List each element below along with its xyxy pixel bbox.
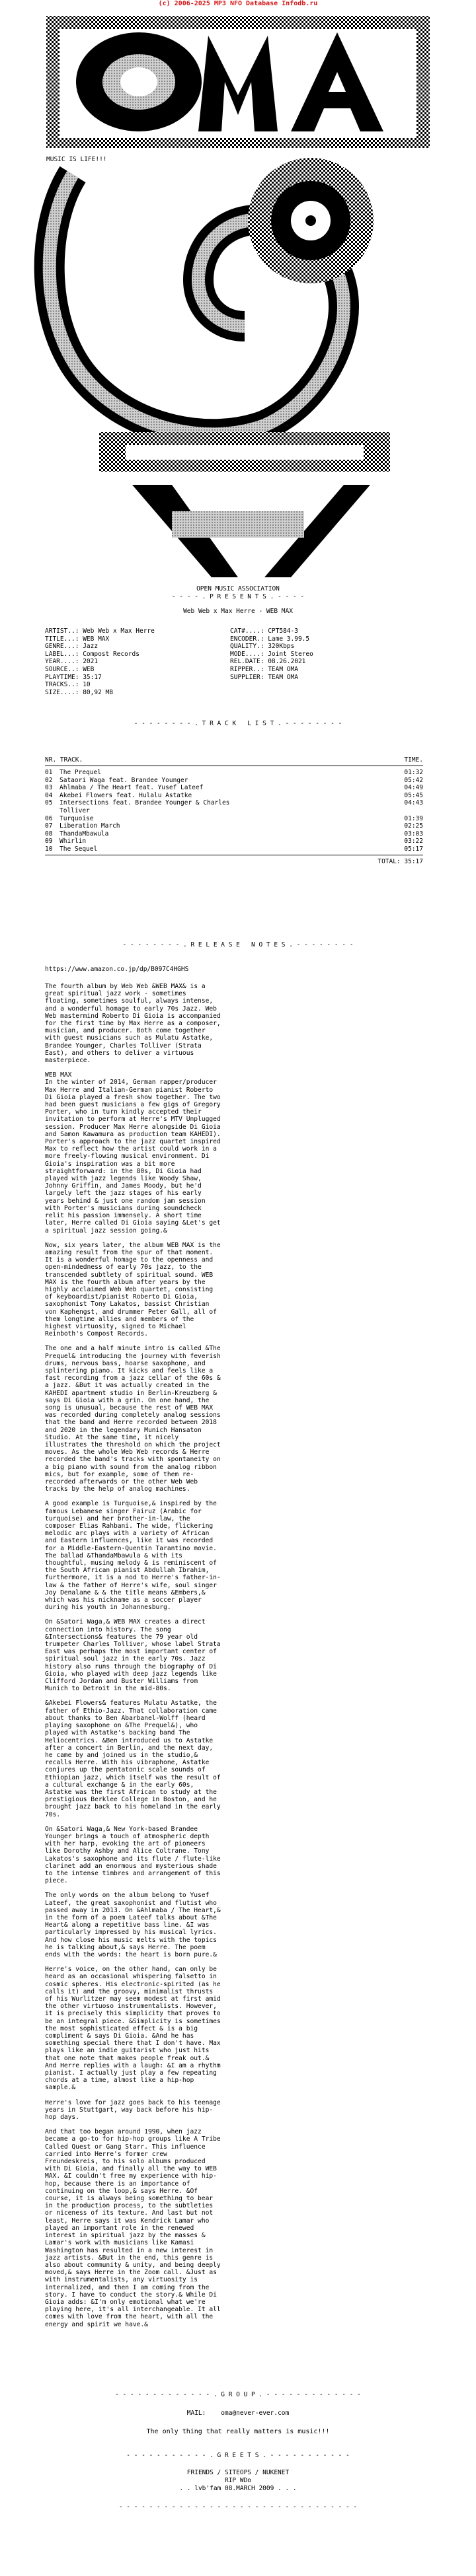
info-source: SOURCE..: WEB bbox=[45, 665, 95, 673]
info-artist: ARTIST..: Web Web x Max Herre bbox=[45, 627, 155, 635]
tracklist-header-right: TIME. bbox=[404, 756, 423, 764]
track-number: 05 bbox=[45, 799, 53, 807]
greets-line-3: . . lvb'fam 08.MARCH 2009 . . . bbox=[179, 2485, 297, 2492]
oma-logo-art bbox=[0, 9, 476, 584]
track-title: Liberation March bbox=[60, 822, 120, 830]
track-time: 05:45 bbox=[404, 791, 423, 799]
track-row bbox=[45, 807, 423, 815]
track-number: 01 bbox=[45, 769, 53, 776]
info-title: TITLE...: WEB MAX bbox=[45, 635, 110, 643]
track-row bbox=[45, 792, 423, 800]
tracklist bbox=[45, 756, 423, 866]
notes-paragraph: The only words on the album belong to Yusef Lateef, the great saxophonist and flutist who passed away in 2013. On &Ahlmaba / The Heart,& in the form of a poem Lateef talks about &The Heart& along a repetitive bass line. &I was particularly impressed by his musical lyrics. And how close his music melts with the topics he is talking about,& says Herre. The poem ends with the words: the heart is born pure.& bbox=[45, 1892, 221, 1958]
track-time: 05:42 bbox=[404, 776, 423, 784]
info-cat: CAT#....: CPT584-3 bbox=[230, 627, 298, 635]
notes-paragraph: The fourth album by Web Web &WEB MAX& is a great spiritual jazz work - sometimes floating, sometimes soulful, always intense, and a wonderful homage to early 70s Jazz. Web Web mastermind Roberto Di Gioia is accompanied for the first time by Max Herre as a composer, musician, and producer. Both come together with guest musicians such as Mulatu Astatke, Brandee Younger, Charles Tolliver (Strata East), and others to deliver a virtuous masterpiece. bbox=[45, 983, 221, 1065]
source-url[interactable]: https://www.amazon.co.jp/dp/B097C4HGHS bbox=[45, 966, 189, 973]
track-row bbox=[45, 815, 423, 823]
tracklist-total: TOTAL: 35:17 bbox=[377, 857, 423, 865]
track-time: 03:03 bbox=[404, 830, 423, 838]
notes-paragraph: And that too began around 1990, when jazz became a go-to for hip-hop groups like A Tribe Called Quest or Gang Starr. This influence carried into Herre's former crew Freundeskreis, to his solo albums produced with Di Gioia, and finally all the way to WEB MAX. &I couldn't free my experience with hip-hop, because there is an importance of continuing on the loop,& says Herre. &Of course, it is always being something to bear in the production process, to the subtleties or niceness of its texture. And last but not least, Herre says it was Kendrick Lamar who played an important role in the renewed interest in spiritual jazz by the masses & Lamar's work with musicians like Kamasi Washington has resulted in a new interest in jazz artists. &But in the end, this genre is also about community & unity, and being deeply moved,& says Herre in the Zoom call. &Just as with instrumentalists, any virtuosity is internalized, and then I am coming from the story. I have to conduct the story.& While Di Gioia adds: &I'm only emotional what we're playing here, it's all interchangeable. It all comes with love from the heart, with all the energy and spirit we have.& bbox=[45, 2128, 221, 2328]
notes-paragraph: A good example is Turquoise,& inspired by the famous Lebanese singer Fairuz (Arabic for turquoise) and her brother-in-law, the composer Elias Rahbani. The wide, flickering melodic arc plays with a variety of African and Eastern influences, like it was recorded for a Middle-Eastern-Quentin Tarantino movie. The ballad &ThandaMbawula & with its thoughtful, musing melody & is reminiscent of the South African pianist Abdullah Ibrahim, furthermore, it is a nod to Herre's father-in-law & the father of Herre's wife, soul singer Joy Denalane & & the title means &Embers,& which was his nickname as a soccer player during his youth in Johannesburg. bbox=[45, 1500, 221, 1612]
info-tracks: TRACKS..: 10 bbox=[45, 681, 91, 689]
track-time: 04:49 bbox=[404, 784, 423, 792]
group-name: OPEN MUSIC ASSOCIATION bbox=[196, 585, 280, 592]
track-row bbox=[45, 830, 423, 838]
top-banner: (c) 2006-2025 MP3 NFO Database Infodb.ru bbox=[158, 0, 318, 7]
info-quality: QUALITY.: 320Kbps bbox=[230, 643, 295, 651]
release-name: Web Web x Max Herre - WEB MAX bbox=[183, 608, 293, 615]
notes-paragraph: &Akebei Flowers& features Mulatu Astatke, the father of Ethio-Jazz. That collaboration came about thanks to Ben Abarbanel-Wolff (heard playing saxophone on &The Prequel&), who played with Astatke's backing band The Heliocentrics. &Ben introduced us to Astatke after a concert in Berlin, and the next day, he came by and joined us in the studio,& recalls Herre. With his vibraphone, Astatke conjures up the pentatonic scale sounds of Ethiopian jazz, which itself was the result of a cultural exchange & in the early 60s, Astatke was the first African to study at the prestigious Berklee College in Boston, and he brought jazz back to his homeland in the early 70s. bbox=[45, 1699, 221, 1818]
track-row bbox=[45, 822, 423, 830]
info-size: SIZE....: 80,92 MB bbox=[45, 688, 113, 696]
track-time: 04:43 bbox=[404, 799, 423, 807]
info-mode: MODE....: Joint Stereo bbox=[230, 650, 313, 658]
info-reldate: REL.DATE: 08.26.2021 bbox=[230, 658, 306, 666]
tracklist-separator: - - - - - - - - . T R A C K L I S T . - - - - - - - - bbox=[134, 720, 342, 727]
greets-line-2: RIP WDo bbox=[224, 2477, 252, 2484]
track-title: Tolliver bbox=[60, 806, 90, 814]
track-row bbox=[45, 799, 423, 807]
notes-separator: - - - - - - - - . R E L E A S E N O T E S . - - - - - - - - bbox=[122, 941, 354, 948]
greets-line-1: FRIENDS / SITEOPS / NUKENET bbox=[186, 2469, 290, 2476]
release-info bbox=[45, 627, 442, 696]
group-separator: - - - - - - - - - - - - - . G R O U P . - - - - - - - - - - - - - bbox=[115, 2391, 361, 2398]
track-number: 04 bbox=[45, 791, 53, 799]
info-supplier: SUPPLIER: TEAM OMA bbox=[230, 673, 298, 681]
track-title: Akebei Flowers feat. Hulalu Astatke bbox=[60, 791, 192, 799]
info-year: YEAR....: 2021 bbox=[45, 658, 99, 666]
track-row bbox=[45, 784, 423, 792]
info-ripper: RIPPER..: TEAM OMA bbox=[230, 665, 298, 673]
track-number: 09 bbox=[45, 838, 53, 845]
track-number: 03 bbox=[45, 784, 53, 792]
track-row bbox=[45, 777, 423, 785]
mail-address[interactable]: oma@never-ever.com bbox=[221, 2410, 290, 2417]
track-row bbox=[45, 838, 423, 845]
bottom-separator: - - - - - - - - - - - - - - - - - - - - - - - - - - - - - - - - bbox=[118, 2503, 358, 2511]
notes-paragraph: On &Satori Waga,& New York-based Brandee Younger brings a touch of atmospheric depth with her harp, evoking the art of pioneers like Dorothy Ashby and Alice Coltrane. Tony Lakatos's saxophone and its flute / flute-like clarinet add an enormous and mysterious shade to the intense timbres and arrangement of this piece. bbox=[45, 1825, 221, 1885]
greets-separator: - - - - - - - - - - - . G R E E T S . - - - - - - - - - - - bbox=[126, 2452, 350, 2459]
track-number: 10 bbox=[45, 845, 53, 853]
track-title: Sataori Waga feat. Brandee Younger bbox=[60, 776, 188, 784]
logo-tagline: MUSIC IS LIFE!!! bbox=[46, 156, 107, 163]
notes-paragraph: The one and a half minute intro is called &The Prequel& introducing the journey with feverish drums, nervous bass, hoarse saxophone, and splintering piano. It kicks and feels like a fast recording from a jazz cellar of the 60s & a jazz. &But it was actually created in the KAHEDI apartment studio in Berlin-Kreuzberg & says Di Gioia with a grin. On one hand, the song is unusual, because the rest of WEB MAX was recorded during completely analog sessions that the band and Herre recorded between 2018 and 2020 in the legendary Munich Hansaton Studio. At the same time, it nicely illustrates the threshold on which the project moves. As the whole Web Web records & Herre recorded the band's tracks with spontaneity on a big piano with sound from the analog ribbon mics, but for example, some of them re-recorded afterwards or the other Web Web tracks by the help of analog machines. bbox=[45, 1345, 221, 1493]
notes-paragraph: Herre's love for jazz goes back to his teenage years in Stuttgart, way back before his hip-hop days. bbox=[45, 2098, 221, 2122]
contact-block bbox=[0, 2410, 476, 2417]
track-title: ThandaMbawula bbox=[60, 830, 109, 838]
track-title: Whirlin bbox=[60, 838, 87, 845]
notes-paragraph: On &Satori Waga,& WEB MAX creates a direct connection into history. The song &Intersections& features the 79 year old trumpeter Charles Tolliver, whose label Strata East was perhaps the most important center of spiritual soul jazz in the early 70s. Jazz history also runs through the biography of Di Gioia, who played with deep jazz legends like Clifford Jordan and Buster Williams from Munich to Detroit in the mid-80s. bbox=[45, 1618, 221, 1693]
release-notes bbox=[45, 983, 223, 2336]
track-title: The Prequel bbox=[60, 769, 101, 776]
track-number: 08 bbox=[45, 830, 53, 838]
presents-line: - - - - . P R E S E N T S . - - - - bbox=[171, 593, 305, 600]
track-title: Turquoise bbox=[60, 814, 94, 822]
track-title: Intersections feat. Brandee Younger & Charles bbox=[60, 799, 230, 807]
track-row bbox=[45, 769, 423, 777]
track-number bbox=[45, 807, 60, 815]
track-number: 07 bbox=[45, 822, 53, 830]
info-playtime: PLAYTIME: 35:17 bbox=[45, 673, 102, 681]
info-genre: GENRE...: Jazz bbox=[45, 643, 99, 651]
greets-block bbox=[0, 2469, 476, 2493]
track-time: 01:39 bbox=[404, 814, 423, 822]
track-time: 05:17 bbox=[404, 845, 423, 853]
track-row bbox=[45, 845, 423, 853]
track-time: 03:22 bbox=[404, 838, 423, 845]
intro-block bbox=[0, 585, 476, 616]
track-time: 01:32 bbox=[404, 769, 423, 776]
info-label: LABEL...: Compost Records bbox=[45, 650, 139, 658]
track-title: The Sequel bbox=[60, 845, 98, 853]
slogan: The only thing that really matters is music!!! bbox=[146, 2428, 330, 2435]
mail-label: MAIL: bbox=[186, 2410, 206, 2417]
track-number: 06 bbox=[45, 814, 53, 822]
notes-paragraph: WEB MAX In the winter of 2014, German rapper/producer Max Herre and Italian-German pianist Roberto Di Gioia played a fresh show together. The two had been guest musicians a few gigs of Gregory Porter, who in turn kindly accepted their invitation to perform at Herre's MTV Unplugged session. Producer Max Herre alongside Di Gioia and Samon Kawamura as production team KAHEDI). Porter's approach to the jazz quartet inspired Max to reflect how the artist could work in a more freely-flowing musical environment. Di Gioia's inspiration was a bit more straightforward: in the 80s, Di Gioia had played with jazz legends like Woody Shaw, Johnny Griffin, and James Moody, but he'd largely left the jazz stages of his early years behind & just one random jam session with Porter's musicians during soundcheck relit his passion immensely. A short time later, Herre called Di Gioia saying &Let's get a spiritual jazz session going.& bbox=[45, 1071, 221, 1234]
notes-paragraph: Now, six years later, the album WEB MAX is the amazing result from the spur of that moment. It is a wonderful homage to the openness and open-mindedness of early 70s jazz, to the transcended subtlety of spiritual sound. WEB MAX is the fourth album after years by the highly acclaimed Web Web quartet, consisting of keyboardist/pianist Roberto Di Gioia, saxophonist Tony Lakatos, bassist Christian von Kaphengst, and drummer Peter Gall, all of them longtime allies and members of the highest virtuosity, signed to Michael Reinboth's Compost Records. bbox=[45, 1241, 221, 1338]
track-title: Ahlmaba / The Heart feat. Yusef Lateef bbox=[60, 784, 204, 792]
track-number: 02 bbox=[45, 776, 53, 784]
tracklist-header-left: NR. TRACK. bbox=[45, 756, 83, 764]
info-encoder: ENCODER.: Lame 3.99.5 bbox=[230, 635, 310, 643]
track-time: 02:25 bbox=[404, 822, 423, 830]
notes-paragraph: Herre's voice, on the other hand, can only be heard as an occasional whispering falsetto in cosmic spheres. His electronic-spirited (as he calls it) and the groovy, minimalist thrusts of his Wurlitzer may seem modest at first amid the other virtuoso instrumentalists. However, it is precisely this simplicity that proves to be an integral piece. &Simplicity is sometimes the most sophisticated effect & is a big compliment & says Di Gioia. &And he has something special there that I don't have. Max plays like an indie guitarist who just hits that one note that makes people freak out.& And Herre replies with a laugh: &I am a rhythm pianist. I actually just play a few repeating chords at a time, almost like a hip-hop sample.& bbox=[45, 1966, 221, 2092]
